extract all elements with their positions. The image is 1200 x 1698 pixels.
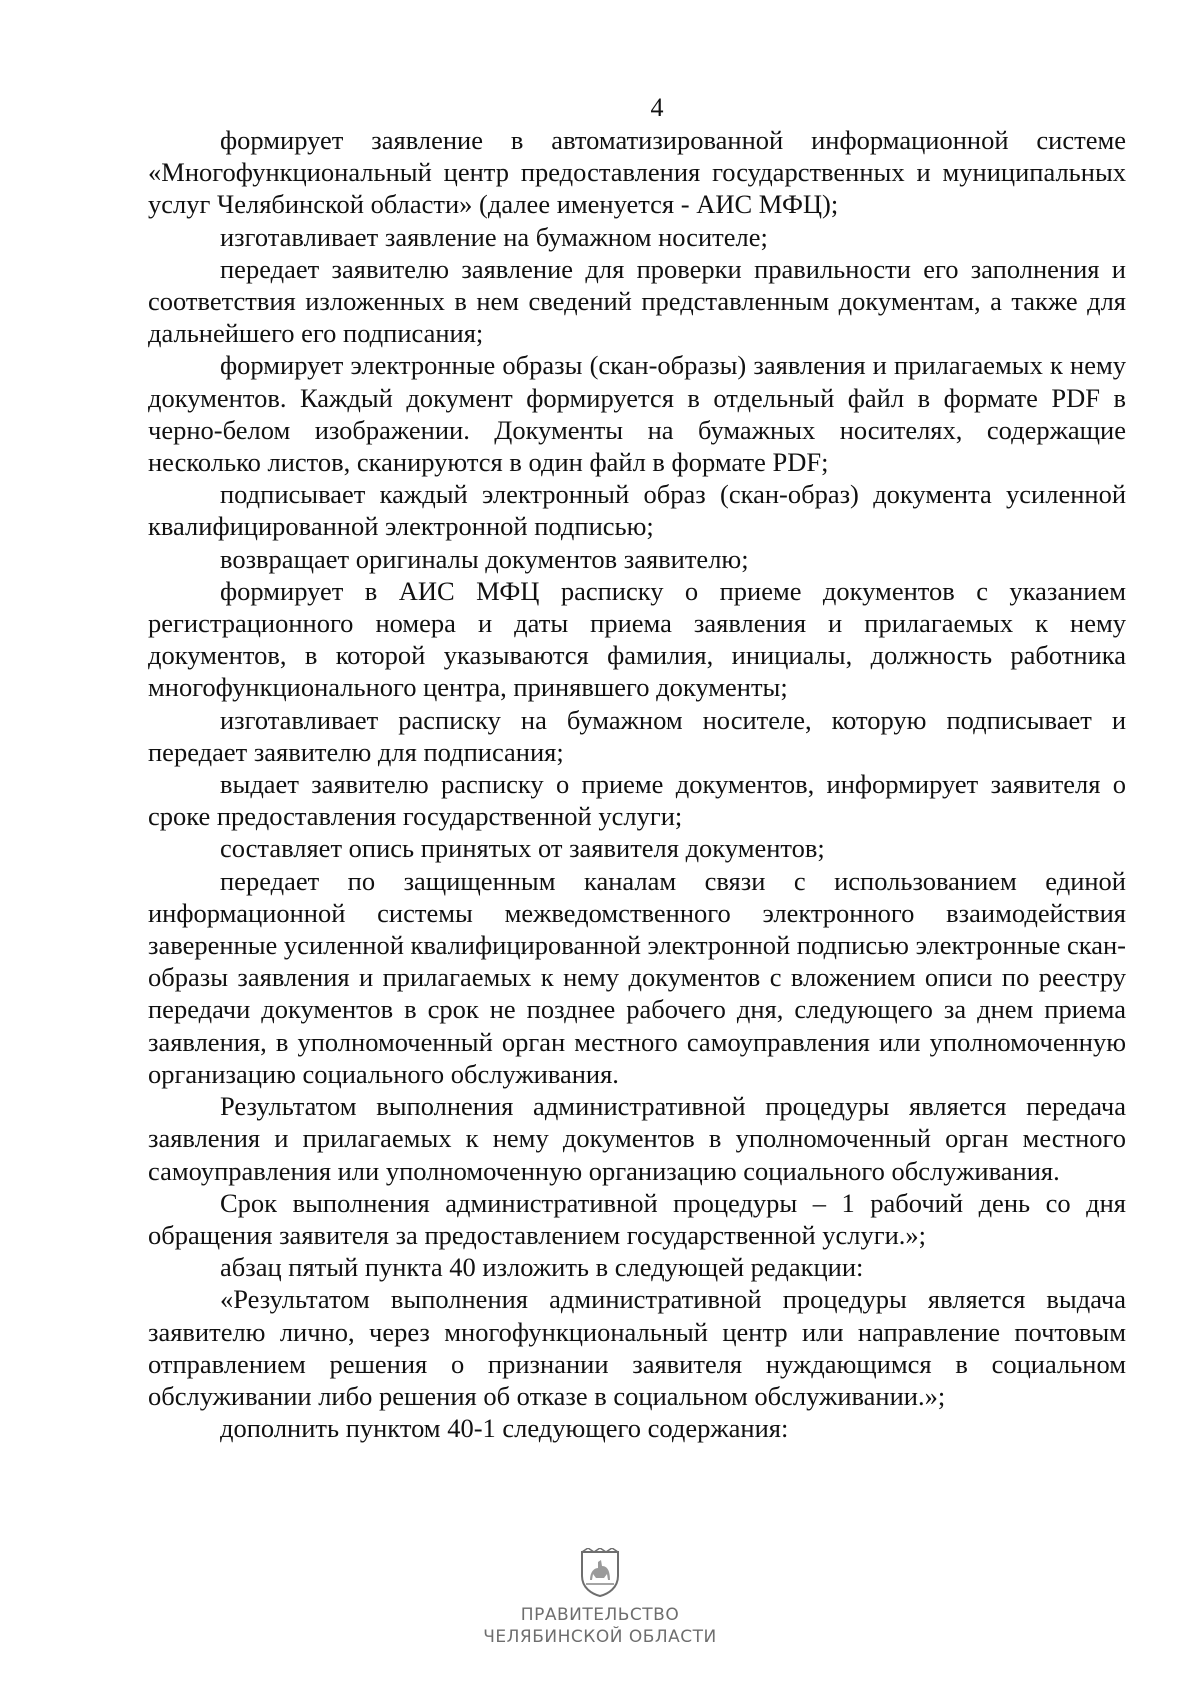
paragraph-15: «Результатом выполнения административной процедуры является выдача заявителю лично, через многофункциональный центр или направление почтовым отправлением решения о признании заявителя нуждающимся в социальном обслуживании либо решения об отказе в социальном обслуживании.»; [148,1284,1126,1411]
paragraph-14: абзац пятый пункта 40 изложить в следующей редакции: [220,1252,864,1283]
paragraph-9: выдает заявителю расписку о приеме документов, информирует заявителя о сроке предоставления государственной услуги; [148,769,1126,832]
document-page [148,92,1126,1444]
government-stamp [440,1548,760,1648]
paragraph-12: Результатом выполнения административной процедуры является передача заявления и прилагаемых к нему документов в уполномоченный орган местного самоуправления или уполномоченную организацию социального обслуживания. [148,1091,1126,1186]
paragraph-1: формирует заявление в автоматизированной информационной системе «Многофункциональный центр предоставления государственных и муниципальных услуг Челябинской области» (далее именуется - АИС МФЦ); [148,125,1126,220]
paragraph-3: передает заявителю заявление для проверки правильности его заполнения и соответствия изложенных в нем сведений представленным документам, а также для дальнейшего его подписания; [148,253,1126,349]
paragraph-10: составляет опись принятых от заявителя документов; [220,833,825,864]
paragraph-13: Срок выполнения административной процедуры – 1 рабочий день со дня обращения заявителя за предоставлением государственной услуги.»; [148,1187,1126,1250]
paragraph-16: дополнить пунктом 40-1 следующего содержания: [220,1413,789,1444]
paragraph-2: изготавливает заявление на бумажном носителе; [220,221,768,252]
paragraph-5: подписывает каждый электронный образ (скан-образ) документа усиленной квалифицированной электронной подписью; [148,479,1126,542]
stamp-line-2: ЧЕЛЯБИНСКОЙ ОБЛАСТИ [483,1627,717,1647]
paragraph-4: формирует электронные образы (скан-образы) заявления и прилагаемых к нему документов. Каждый документ формируется в отдельный файл в формате PDF в черно-белом изображении. Документы на бумажных носителях, содержащие несколько листов, сканируются в один файл в формате PDF; [148,350,1126,478]
stamp-line-1: ПРАВИТЕЛЬСТВО [520,1605,680,1625]
chelyabinsk-coat-of-arms-icon [578,1548,622,1598]
paragraph-11: передает по защищенным каналам связи с использованием единой информационной системы межведомственного электронного взаимодействия заверенные усиленной квалифицированной электронной подписью электронные скан-образы заявления и прилагаемых к нему документов с вложением описи по реестру передачи документов в срок не позднее рабочего дня, следующего за днем приема заявления, в уполномоченный орган местного самоуправления или уполномоченную организацию социального обслуживания. [148,865,1126,1089]
paragraph-8: изготавливает расписку на бумажном носителе, которую подписывает и передает заявителю для подписания; [148,704,1126,767]
paragraph-6: возвращает оригиналы документов заявителю; [220,543,749,574]
page-number: 4 [650,93,664,122]
paragraph-7: формирует в АИС МФЦ расписку о приеме документов с указанием регистрационного номера и даты приема заявления и прилагаемых к нему документов, в которой указываются фамилия, инициалы, должность работника многофункционального центра, принявшего документы; [148,575,1126,703]
